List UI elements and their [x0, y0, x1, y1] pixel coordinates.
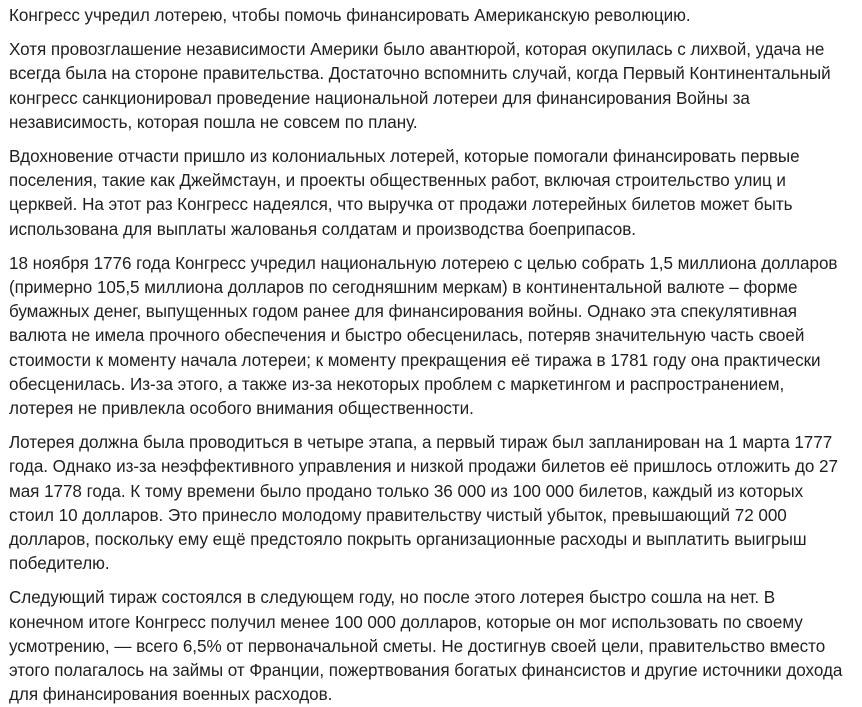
article-paragraph-5: Лотерея должна была проводиться в четыре этапа, а первый тираж был запланирован на 1 марта 1777 года. Однако из-за неэффективного управления и низкой продажи билетов её пришлось отложить до 27 мая 1778 года. К тому времени было продано только 36 000 из 100 000 билетов, каждый из которых стоил 10 долларов. Это принесло молодому правительству чистый убыток, превышающий 72 000 долларов, поскольку ему ещё предстояло покрыть организационные расходы и выплатить выигрыш победителю. [9, 433, 838, 574]
article-paragraph-1: Конгресс учредил лотерею, чтобы помочь финансировать Американскую революцию. [9, 6, 691, 25]
article-paragraph-6: Следующий тираж состоялся в следующем году, но после этого лотерея быстро сошла на нет. В конечном итоге Конгресс получил менее 100 000 долларов, которые он мог использовать по своему усмотрению, — всего 6,5% от первоначальной сметы. Не достигнув своей цели, правительство вместо этого полагалось на займы от Франции, пожертвования богатых финансистов и другие источники дохода для финансирования военных расходов. [9, 588, 843, 705]
article-paragraph-2: Хотя провозглашение независимости Америки было авантюрой, которая окупилась с лихвой, удача не всегда была на стороне правительства. Достаточно вспомнить случай, когда Первый Континентальный конгресс санкционировал проведение национальной лотереи для финансирования Войны за независимость, которая пошла не совсем по плану. [9, 40, 831, 132]
article-paragraph-4: 18 ноября 1776 года Конгресс учредил национальную лотерею с целью собрать 1,5 миллиона долларов (примерно 105,5 миллиона долларов по сегодняшним меркам) в континентальной валюте – форме бумажных денег, выпущенных годом ранее для финансирования войны. Однако эта спекулятивная валюта не имела прочного обеспечения и быстро обесценилась, потеряв значительную часть своей стоимости к моменту начала лотереи; к моменту прекращения её тиража в 1781 году она практически обесценилась. Из-за этого, а также из-за некоторых проблем с маркетингом и распространением, лотерея не привлекла особого внимания общественности. [9, 253, 838, 419]
article-paragraph-3: Вдохновение отчасти пришло из колониальных лотерей, которые помогали финансировать первые поселения, такие как Джеймстаун, и проекты общественных работ, включая строительство улиц и церквей. На этот раз Конгресс надеялся, что выручка от продажи лотерейных билетов может быть использована для выплаты жалованья солдатам и производства боеприпасов. [9, 147, 800, 239]
